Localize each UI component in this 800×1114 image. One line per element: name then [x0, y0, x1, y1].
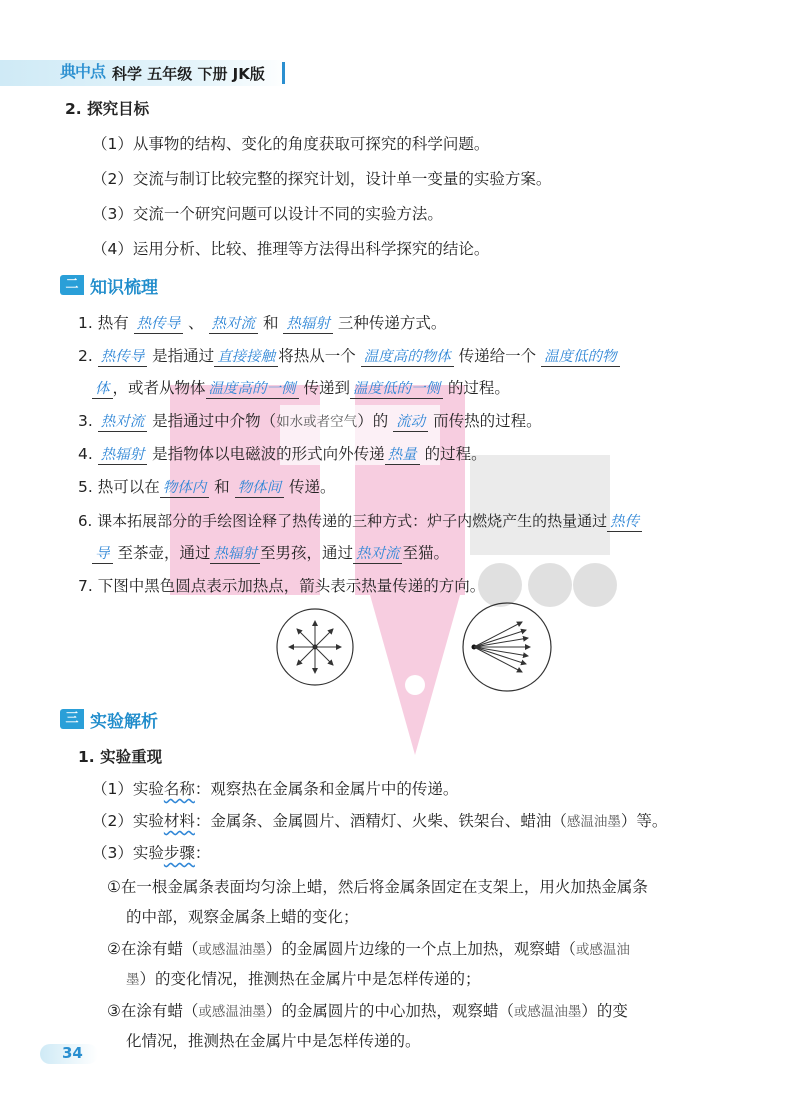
knowledge-q5: 5. 热可以在 物体内 和 物体间 传递。 [78, 478, 336, 496]
goals-heading: 2. 探究目标 [65, 100, 150, 118]
brand-logo: 典中点 [60, 62, 106, 81]
center-heating-diagram [273, 605, 357, 689]
knowledge-q7: 7. 下图中黑色圆点表示加热点，箭头表示热量传递的方向。 [78, 577, 486, 595]
experiment-materials: （2）实验材料：金属条、金属圆片、酒精灯、火柴、铁架台、蜡油（感温油墨）等。 [92, 812, 668, 830]
answer-blank: 直接接触 [214, 348, 278, 367]
answer-blank: 热对流 [98, 413, 148, 432]
goal-item-1: （1）从事物的结构、变化的角度获取可探究的科学问题。 [92, 135, 490, 153]
knowledge-q2-cont: 体 ，或者从物体 温度高的一侧 传递到 温度低的一侧 的过程。 [92, 377, 510, 399]
answer-blank: 热辐射 [210, 545, 260, 564]
answer-blank: 体 [92, 380, 113, 399]
answer-blank: 热对流 [353, 545, 403, 564]
knowledge-q1: 1. 热有 热传导 、 热对流 和 热辐射 三种传递方式。 [78, 314, 447, 332]
step-1: ①在一根金属条表面均匀涂上蜡，然后将金属条固定在支架上，用火加热金属条 [107, 878, 648, 896]
goal-item-4: （4）运用分析、比较、推理等方法得出科学探究的结论。 [92, 240, 490, 258]
experiment-steps-heading: （3）实验步骤： [92, 844, 211, 862]
step-2: ②在涂有蜡（或感温油墨）的金属圆片边缘的一个点上加热，观察蜡（或感温油 [107, 940, 630, 958]
answer-blank: 温度高的物体 [361, 348, 454, 367]
answer-blank: 热辐射 [98, 446, 148, 465]
answer-blank: 热对流 [209, 315, 259, 334]
answer-blank: 物体间 [235, 479, 285, 498]
answer-blank: 流动 [393, 413, 428, 432]
answer-blank: 物体内 [160, 479, 210, 498]
answer-blank: 温度低的物 [541, 348, 620, 367]
page-number: 34 [62, 1044, 83, 1062]
answer-blank: 温度高的一侧 [206, 380, 299, 399]
step-3: ③在涂有蜡（或感温油墨）的金属圆片的中心加热，观察蜡（或感温油墨）的变 [107, 1002, 628, 1020]
book-title: 科学 五年级 下册 JK版 [112, 65, 265, 83]
answer-blank: 温度低的一侧 [350, 380, 443, 399]
knowledge-q3: 3. 热对流 是指通过中介物（如水或者空气）的 流动 而传热的过程。 [78, 412, 542, 430]
section-title: 实验解析 [90, 712, 158, 732]
knowledge-q6: 6. 课本拓展部分的手绘图诠释了热传递的三种方式：炉子内燃烧产生的热量通过 热传 [78, 510, 642, 532]
experiment-name: （1）实验名称：观察热在金属条和金属片中的传递。 [92, 780, 459, 798]
step-1-cont: 的中部，观察金属条上蜡的变化； [126, 908, 359, 926]
goal-item-2: （2）交流与制订比较完整的探究计划，设计单一变量的实验方案。 [92, 170, 552, 188]
answer-blank: 热传导 [98, 348, 148, 367]
answer-blank: 热传 [607, 513, 642, 532]
knowledge-q2: 2. 热传导 是指通过 直接接触 将热从一个 温度高的物体 传递给一个 温度低的物 [78, 345, 620, 367]
knowledge-q6-cont: 导 至茶壶，通过 热辐射 至男孩，通过 热对流 至猫。 [92, 542, 449, 564]
step-3-cont: 化情况，推测热在金属片中是怎样传递的。 [126, 1032, 421, 1050]
goal-item-3: （3）交流一个研究问题可以设计不同的实验方法。 [92, 205, 443, 223]
edge-heating-diagram [460, 600, 554, 694]
answer-blank: 导 [92, 545, 113, 564]
section-title: 知识梳理 [90, 278, 158, 298]
knowledge-q4: 4. 热辐射 是指物体以电磁波的形式向外传递 热量 的过程。 [78, 445, 487, 463]
experiment-heading: 1. 实验重现 [78, 748, 163, 766]
step-2-cont: 墨）的变化情况，推测热在金属片中是怎样传递的； [126, 970, 481, 988]
header-divider [282, 62, 285, 84]
answer-blank: 热传导 [134, 315, 184, 334]
section-badge: 二 [60, 275, 84, 295]
section-badge: 三 [60, 709, 84, 729]
answer-blank: 热量 [385, 446, 420, 465]
answer-blank: 热辐射 [283, 315, 333, 334]
